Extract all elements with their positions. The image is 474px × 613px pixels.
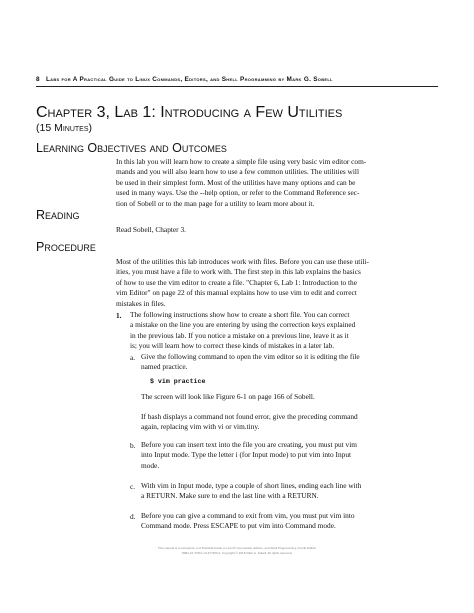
objectives-paragraph: [116, 157, 440, 209]
procedure-intro-line: mistakes in files.: [116, 298, 166, 308]
reading-text: [116, 225, 440, 235]
step-c-letter: c.: [130, 482, 136, 491]
step-a-line: named practice.: [141, 362, 188, 372]
step-b-line: into Input mode. Type the letter i (for Input mode) to put vim into Input: [141, 450, 352, 460]
reading-line: Read Sobell, Chapter 3.: [116, 225, 186, 234]
step-b-letter: b.: [130, 441, 136, 450]
objectives-line: used in many ways. Use the --help option, or refer to the Command Reference sec-: [116, 188, 360, 198]
step-a-bash-note: [141, 412, 443, 433]
procedure-intro: [116, 257, 440, 309]
command-example: $ vim practice: [150, 378, 206, 385]
step-d-letter: d.: [130, 512, 136, 521]
step-c-text: [141, 481, 443, 502]
step-b-line: Before you can insert text into the file you are creating, you must put vim: [141, 440, 357, 449]
step-a-after: [141, 392, 443, 402]
heading-procedure: Procedure: [36, 240, 96, 254]
step-c-line: a RETURN. Make sure to end the last line with a RETURN.: [141, 491, 319, 501]
step-1-line: a mistake on the line you are entering by using the correction keys explained: [130, 320, 356, 330]
step-a-line: Give the following command to open the vim editor so it is editing the file: [141, 352, 360, 361]
procedure-intro-line: vim Editor" on page 22 of this manual explains how to use vim to edit and correct: [116, 288, 357, 298]
chapter-duration: (15 Minutes): [36, 122, 93, 134]
heading-reading: Reading: [36, 208, 80, 222]
step-a-bash-line: If bash displays a command not found error, give the preceding command: [141, 412, 358, 421]
step-1-line: in the previous lab. If you notice a mistake on a previous line, leave it as it: [130, 330, 349, 340]
step-a-letter: a.: [130, 353, 136, 362]
chapter-title: Chapter 3, Lab 1: Introducing a Few Utilities: [36, 104, 343, 121]
step-1-number: 1.: [116, 311, 122, 320]
objectives-line: mands and you will also learn how to use a few common utilities. The utilities will: [116, 167, 359, 177]
footer-line-2: ISBN-13: 978-0-13-477460-2. Copyright © 2018 Mark G. Sobell. All rights reserved.: [181, 551, 293, 555]
step-d-text: [141, 511, 443, 532]
running-title: Labs for A Practical Guide to Linux Commands, Editors, and Shell Programming by Mark G. Sobell: [45, 76, 333, 83]
step-1-line: The following instructions show how to create a short file. You can correct: [130, 310, 350, 319]
objectives-line: be used in their simplest form. Most of the utilities have many options and can be: [116, 177, 356, 187]
step-c-line: With vim in Input mode, type a couple of short lines, ending each line with: [141, 481, 362, 490]
step-1-line: is; you will learn how to correct these kinds of mistakes in a later lab.: [130, 341, 335, 351]
objectives-line: tion of Sobell or to the man page for a utility to learn more about it.: [116, 198, 315, 208]
step-b-line: mode.: [141, 460, 160, 470]
running-header: [36, 76, 438, 87]
step-b-text: [141, 440, 443, 471]
step-d-line: Command mode. Press ESCAPE to put vim into Command mode.: [141, 521, 336, 531]
step-d-line: Before you can give a command to exit from vim, you must put vim into: [141, 511, 355, 520]
procedure-intro-line: of how to use the vim editor to create a file. "Chapter 6, Lab 1: Introduction to the: [116, 277, 357, 287]
procedure-intro-line: Most of the utilities this lab introduces work with files. Before you can use these utili-: [116, 257, 369, 266]
heading-objectives: Learning Objectives and Outcomes: [36, 141, 227, 155]
page-number: 8: [36, 76, 40, 83]
step-a-bash-line: again, replacing vim with vi or vim.tiny.: [141, 422, 260, 432]
objectives-line: In this lab you will learn how to create a simple file using very basic vim editor com-: [116, 157, 367, 166]
step-a-after-line: The screen will look like Figure 6-1 on page 166 of Sobell.: [141, 392, 315, 401]
procedure-intro-line: ities, you must have a file to work with. The first step in this lab explains the basics: [116, 267, 361, 277]
step-1-text: [130, 310, 442, 352]
footer-line-1: This manual is a companion to A Practical Guide to Linux® Commands, Editors, and Shell Programming, Fourth Edition: [157, 546, 317, 550]
step-a-text: [141, 352, 443, 373]
